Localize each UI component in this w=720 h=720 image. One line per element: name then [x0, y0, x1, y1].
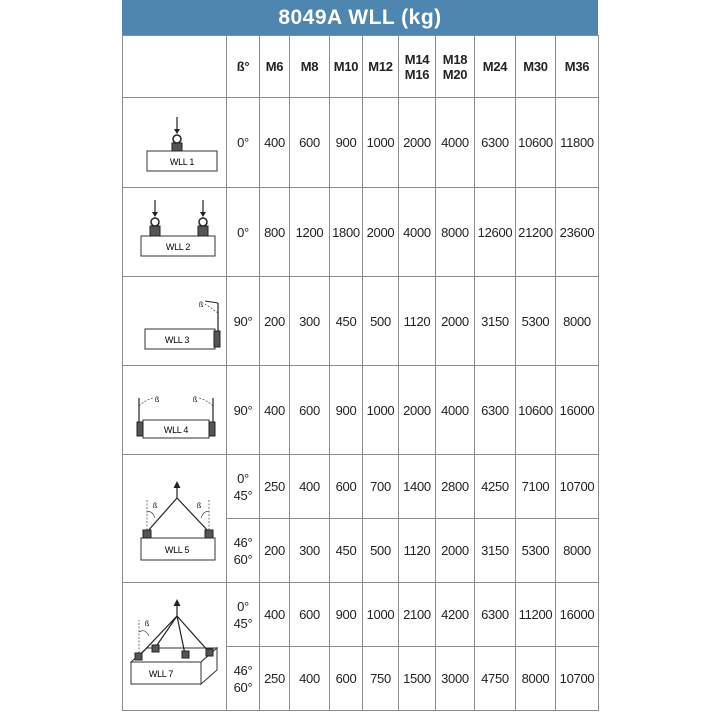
value-cell: 200 — [260, 519, 290, 583]
header-size-m14-m16 — [399, 36, 436, 98]
angle-value: 60° — [233, 551, 253, 567]
angle-cell — [227, 455, 260, 519]
value-cell: 2000 — [399, 366, 436, 455]
size-label: M18 — [442, 51, 468, 67]
size-label: M20 — [442, 66, 468, 82]
diagram-cell-wll3 — [123, 277, 227, 366]
angle-cell — [227, 366, 260, 455]
table-row — [123, 277, 599, 366]
value-cell: 3150 — [475, 519, 516, 583]
beta-symbol-left: ß — [154, 397, 159, 404]
angle-value: 0° — [237, 598, 249, 614]
angle-value: 0° — [237, 224, 249, 240]
double-vertical-lift-diagram — [125, 192, 225, 272]
value-cell: 11800 — [556, 98, 599, 188]
value-cell: 4000 — [436, 366, 475, 455]
angle-value: 90° — [233, 313, 253, 329]
size-label: M24 — [482, 59, 508, 74]
value-cell: 3150 — [475, 277, 516, 366]
table-row — [123, 98, 599, 188]
value-cell: 1000 — [363, 98, 399, 188]
table-row — [123, 583, 599, 647]
value-cell: 8000 — [436, 188, 475, 277]
value-cell: 500 — [363, 519, 399, 583]
value-cell: 300 — [290, 277, 330, 366]
value-cell: 23600 — [556, 188, 599, 277]
value-cell: 400 — [260, 366, 290, 455]
diagram-label: WLL 2 — [165, 242, 190, 252]
value-cell: 8000 — [556, 277, 599, 366]
value-cell: 1400 — [399, 455, 436, 519]
value-cell: 1120 — [399, 277, 436, 366]
angle-value: 46° — [233, 662, 253, 678]
size-label: M16 — [404, 66, 430, 82]
angle-value: 45° — [233, 615, 253, 631]
value-cell: 800 — [260, 188, 290, 277]
value-cell: 3000 — [436, 647, 475, 711]
value-cell: 5300 — [516, 277, 556, 366]
two-leg-sling-lift-diagram — [125, 464, 225, 574]
angle-value: 46° — [233, 534, 253, 550]
header-size-m8 — [290, 36, 330, 98]
value-cell: 400 — [290, 647, 330, 711]
value-cell: 900 — [330, 583, 363, 647]
beta-symbol: ß — [198, 302, 203, 309]
size-label: M14 — [404, 51, 430, 67]
value-cell: 8000 — [516, 647, 556, 711]
angle-value: 0° — [237, 135, 249, 150]
value-cell: 900 — [330, 98, 363, 188]
value-cell: 2800 — [436, 455, 475, 519]
header-beta: ß° — [227, 36, 260, 98]
table-row — [123, 366, 599, 455]
value-cell: 4000 — [436, 98, 475, 188]
angle-value: 60° — [233, 679, 253, 695]
value-cell: 600 — [290, 98, 330, 188]
header-size-m24 — [475, 36, 516, 98]
value-cell: 12600 — [475, 188, 516, 277]
angle-cell — [227, 277, 260, 366]
diagram-cell-wll1 — [123, 98, 227, 188]
angle-cell — [227, 583, 260, 647]
wll-table-panel — [122, 0, 598, 711]
diagram-label: WLL 1 — [169, 156, 194, 167]
value-cell: 400 — [260, 98, 290, 188]
diagram-cell-wll7 — [123, 583, 227, 711]
size-label: M8 — [300, 59, 319, 74]
table-row — [123, 455, 599, 519]
value-cell: 400 — [290, 455, 330, 519]
wll-table — [122, 35, 599, 711]
double-side-pull-lift-diagram — [125, 370, 225, 450]
header-size-m18-m20 — [436, 36, 475, 98]
four-leg-sling-lift-diagram — [125, 590, 225, 704]
value-cell: 600 — [290, 583, 330, 647]
value-cell: 2000 — [399, 98, 436, 188]
value-cell: 4750 — [475, 647, 516, 711]
value-cell: 10700 — [556, 647, 599, 711]
value-cell: 10700 — [556, 455, 599, 519]
header-size-m36 — [556, 36, 599, 98]
value-cell: 4200 — [436, 583, 475, 647]
table-title: 8049A WLL (kg) — [122, 0, 598, 35]
header-blank-cell — [123, 36, 227, 98]
angle-cell — [227, 647, 260, 711]
angle-value: 0° — [237, 470, 249, 486]
size-label: M6 — [265, 59, 284, 74]
size-label: M12 — [368, 59, 393, 74]
diagram-label: WLL 3 — [164, 335, 189, 345]
value-cell: 450 — [330, 519, 363, 583]
table-row — [123, 188, 599, 277]
value-cell: 400 — [260, 583, 290, 647]
value-cell: 1000 — [363, 583, 399, 647]
size-label: M30 — [523, 59, 548, 74]
value-cell: 700 — [363, 455, 399, 519]
header-row — [123, 36, 599, 98]
value-cell: 600 — [330, 455, 363, 519]
beta-symbol-right: ß — [192, 397, 197, 404]
value-cell: 1500 — [399, 647, 436, 711]
value-cell: 250 — [260, 647, 290, 711]
value-cell: 10600 — [516, 366, 556, 455]
single-vertical-lift-diagram — [125, 103, 225, 183]
angle-value: 45° — [233, 487, 253, 503]
value-cell: 1000 — [363, 366, 399, 455]
value-cell: 6300 — [475, 366, 516, 455]
value-cell: 200 — [260, 277, 290, 366]
diagram-label: WLL 4 — [163, 425, 188, 435]
value-cell: 900 — [330, 366, 363, 455]
diagram-label: WLL 5 — [164, 544, 189, 555]
value-cell: 8000 — [556, 519, 599, 583]
value-cell: 2100 — [399, 583, 436, 647]
angle-cell — [227, 519, 260, 583]
beta-symbol-left: ß — [152, 502, 157, 510]
value-cell: 5300 — [516, 519, 556, 583]
value-cell: 600 — [290, 366, 330, 455]
value-cell: 300 — [290, 519, 330, 583]
value-cell: 10600 — [516, 98, 556, 188]
diagram-cell-wll4 — [123, 366, 227, 455]
angle-cell — [227, 98, 260, 188]
diagram-cell-wll5 — [123, 455, 227, 583]
value-cell: 1120 — [399, 519, 436, 583]
header-size-m10 — [330, 36, 363, 98]
value-cell: 16000 — [556, 366, 599, 455]
value-cell: 6300 — [475, 583, 516, 647]
value-cell: 4250 — [475, 455, 516, 519]
value-cell: 6300 — [475, 98, 516, 188]
value-cell: 7100 — [516, 455, 556, 519]
header-size-m12 — [363, 36, 399, 98]
side-pull-lift-diagram — [125, 281, 225, 361]
diagram-label: WLL 7 — [148, 668, 173, 679]
value-cell: 450 — [330, 277, 363, 366]
angle-value: 90° — [233, 402, 253, 418]
value-cell: 1200 — [290, 188, 330, 277]
value-cell: 750 — [363, 647, 399, 711]
value-cell: 11200 — [516, 583, 556, 647]
beta-symbol: ß — [144, 620, 149, 628]
header-size-m30 — [516, 36, 556, 98]
value-cell: 500 — [363, 277, 399, 366]
value-cell: 600 — [330, 647, 363, 711]
value-cell: 250 — [260, 455, 290, 519]
size-label: M36 — [564, 59, 590, 74]
value-cell: 16000 — [556, 583, 599, 647]
value-cell: 21200 — [516, 188, 556, 277]
value-cell: 2000 — [436, 277, 475, 366]
value-cell: 2000 — [436, 519, 475, 583]
size-label: M10 — [333, 59, 359, 74]
value-cell: 4000 — [399, 188, 436, 277]
beta-symbol-right: ß — [196, 502, 201, 510]
value-cell: 2000 — [363, 188, 399, 277]
angle-cell — [227, 188, 260, 277]
value-cell: 1800 — [330, 188, 363, 277]
header-size-m6 — [260, 36, 290, 98]
diagram-cell-wll2 — [123, 188, 227, 277]
